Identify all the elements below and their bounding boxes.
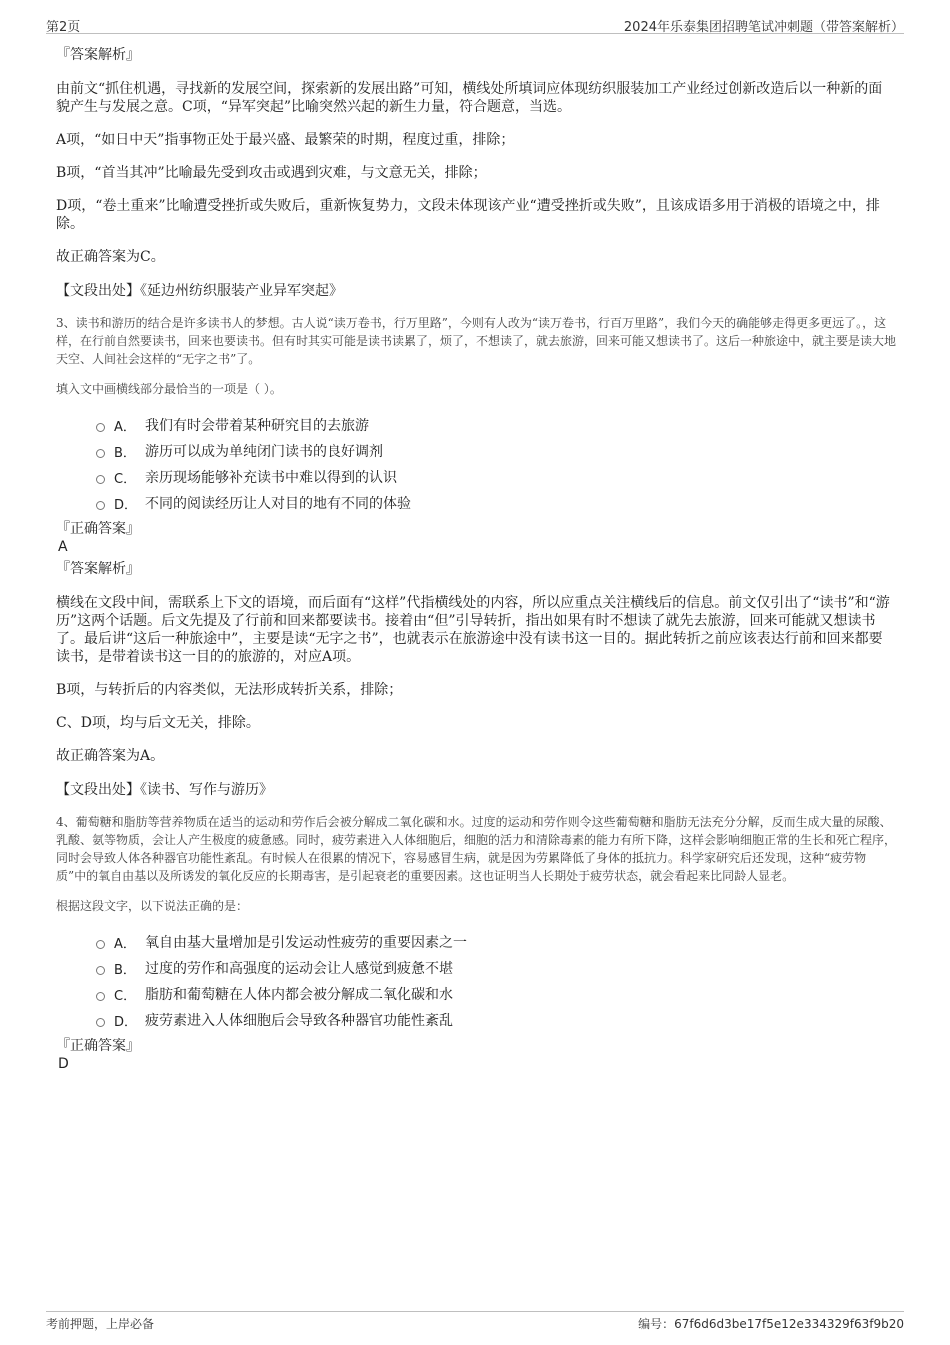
option-text: 脂肪和葡萄糖在人体内都会被分解成二氧化碳和水: [145, 987, 453, 1003]
q2-analysis-label: 『答案解析』: [56, 47, 140, 63]
q3-analysis-paragraph: C、D项，均与后文无关，排除。: [56, 715, 260, 731]
option-text: 亲历现场能够补充读书中难以得到的认识: [145, 470, 397, 486]
radio-icon[interactable]: [96, 423, 105, 432]
q4-answer: D: [58, 1056, 69, 1072]
q3-prompt: 填入文中画横线部分最恰当的一项是（ ）。: [56, 382, 282, 396]
option-letter: C．: [114, 471, 137, 487]
option-letter: B．: [114, 962, 136, 978]
q4-passage: 4、葡萄糖和脂肪等营养物质在适当的运动和劳作后会被分解成二氧化碳和水。过度的运动和劳作则令这些葡萄糖和脂肪无法充分分解，反而生成大量的尿酸、乳酸、氨等物质，会让人产生极度的疲惫感。同时，疲劳素进入人体细胞后，细胞的活力和清除毒素的能力有所下降，这样会影响细胞正常的生长和死亡程序，同时会导致人体各种器官功能性紊乱。有时候人在很累的情况下，容易感冒生病，就是因为劳累降低了身体的抵抗力。科学家研究后还发现，这种“疲劳物质”中的氧自由基以及所诱发的氧化反应的长期毒害，是引起衰老的重要因素。这也证明当人长期处于疲劳状态，就会看起来比同龄人显老。: [56, 815, 897, 883]
q4-option-c[interactable]: [96, 981, 896, 1007]
option-text: 我们有时会带着某种研究目的去旅游: [145, 418, 369, 434]
q2-analysis-paragraph: A项，“如日中天”指事物正处于最兴盛、最繁荣的时期，程度过重，排除；: [56, 132, 515, 148]
radio-icon[interactable]: [96, 449, 105, 458]
q4-answer-label: 『正确答案』: [56, 1038, 140, 1054]
radio-icon[interactable]: [96, 1018, 105, 1027]
radio-icon[interactable]: [96, 992, 105, 1001]
q3-options: [56, 412, 896, 516]
q2-analysis-paragraph: 故正确答案为C。: [56, 249, 165, 265]
q3-answer-label: 『正确答案』: [56, 521, 140, 537]
option-letter: D．: [114, 1014, 138, 1030]
option-letter: C．: [114, 988, 137, 1004]
q3-option-d[interactable]: [96, 490, 896, 516]
option-text: 游历可以成为单纯闭门读书的良好调剂: [145, 444, 383, 460]
q3-option-a[interactable]: [96, 412, 896, 438]
footer-slogan: 考前押题，上岸必备: [46, 1317, 155, 1331]
document-code: 编号：67f6d6d3be17f5e12e334329f63f9b20: [638, 1317, 904, 1331]
q2-analysis-paragraph: D项，“卷土重来”比喻遭受挫折或失败后，重新恢复势力，文段未体现该产业“遭受挫折或失败”，且该成语多用于消极的语境之中，排除。: [56, 198, 880, 232]
q4-option-b[interactable]: [96, 955, 896, 981]
option-text: 过度的劳作和高强度的运动会让人感觉到疲惫不堪: [145, 961, 453, 977]
page-content: [56, 46, 896, 1073]
radio-icon[interactable]: [96, 966, 105, 975]
q3-option-b[interactable]: [96, 438, 896, 464]
q3-source: 【文段出处】《读书、写作与游历》: [56, 782, 273, 798]
q4-prompt: 根据这段文字，以下说法正确的是：: [56, 899, 249, 913]
page-footer: [46, 1311, 904, 1333]
option-letter: D．: [114, 497, 138, 513]
q3-analysis-paragraph: B项，与转折后的内容类似，无法形成转折关系，排除；: [56, 682, 403, 698]
q3-option-c[interactable]: [96, 464, 896, 490]
q3-analysis-label: 『答案解析』: [56, 561, 140, 577]
q3-answer: A: [58, 539, 68, 555]
q3-passage: 3、读书和游历的结合是许多读书人的梦想。古人说“读万卷书，行万里路”，今则有人改为“读万卷书，行百万里路”，我们今天的确能够走得更多更远了。，这样，在行前自然要读书，回来也要读书。但有时其实可能是读书读累了，烦了，不想读了，就去旅游，回来可能又想读书了。这后一种旅途中，就主要是读大地天空、人间社会这样的“无字之书”了。: [56, 316, 897, 366]
document-title: 2024年乐泰集团招聘笔试冲刺题（带答案解析）: [623, 20, 904, 35]
option-letter: B．: [114, 445, 136, 461]
option-text: 疲劳素进入人体细胞后会导致各种器官功能性紊乱: [145, 1013, 453, 1029]
q4-option-a[interactable]: [96, 929, 896, 955]
radio-icon[interactable]: [96, 475, 105, 484]
q2-source: 【文段出处】《延边州纺织服装产业异军突起》: [56, 283, 343, 299]
q3-analysis-paragraph: 故正确答案为A。: [56, 748, 165, 764]
option-text: 氧自由基大量增加是引发运动性疲劳的重要因素之一: [145, 935, 467, 951]
radio-icon[interactable]: [96, 501, 105, 510]
option-text: 不同的阅读经历让人对目的地有不同的体验: [145, 496, 411, 512]
option-letter: A．: [114, 419, 136, 435]
q2-analysis-paragraph: B项，“首当其冲”比喻最先受到攻击或遇到灾难，与文意无关，排除；: [56, 165, 487, 181]
page-number: 第2页: [46, 20, 81, 35]
q4-option-d[interactable]: [96, 1007, 896, 1033]
page-header: [46, 14, 904, 34]
radio-icon[interactable]: [96, 940, 105, 949]
q2-analysis-paragraph: 由前文“抓住机遇，寻找新的发展空间，探索新的发展出路”可知，横线处所填词应体现纺织服装加工产业经过创新改造后以一种新的面貌产生与发展之意。C项，“异军突起”比喻突然兴起的新生力量，符合题意，当选。: [56, 81, 883, 115]
q3-analysis-paragraph: 横线在文段中间，需联系上下文的语境，而后面有“这样”代指横线处的内容，所以应重点关注横线后的信息。前文仅引出了“读书”和“游历”这两个话题。后文先提及了行前和回来都要读书。接着由“但”引导转折，指出如果有时不想读了就先去旅游，回来可能就又想读书了。最后讲“这后一种旅途中”，主要是读“无字之书”，也就表示在旅游途中没有读书这一目的。据此转折之前应该表达行前和回来都要读书，是带着读书这一目的的旅游的，对应A项。: [56, 595, 890, 665]
q4-options: [56, 929, 896, 1033]
option-letter: A．: [114, 936, 136, 952]
